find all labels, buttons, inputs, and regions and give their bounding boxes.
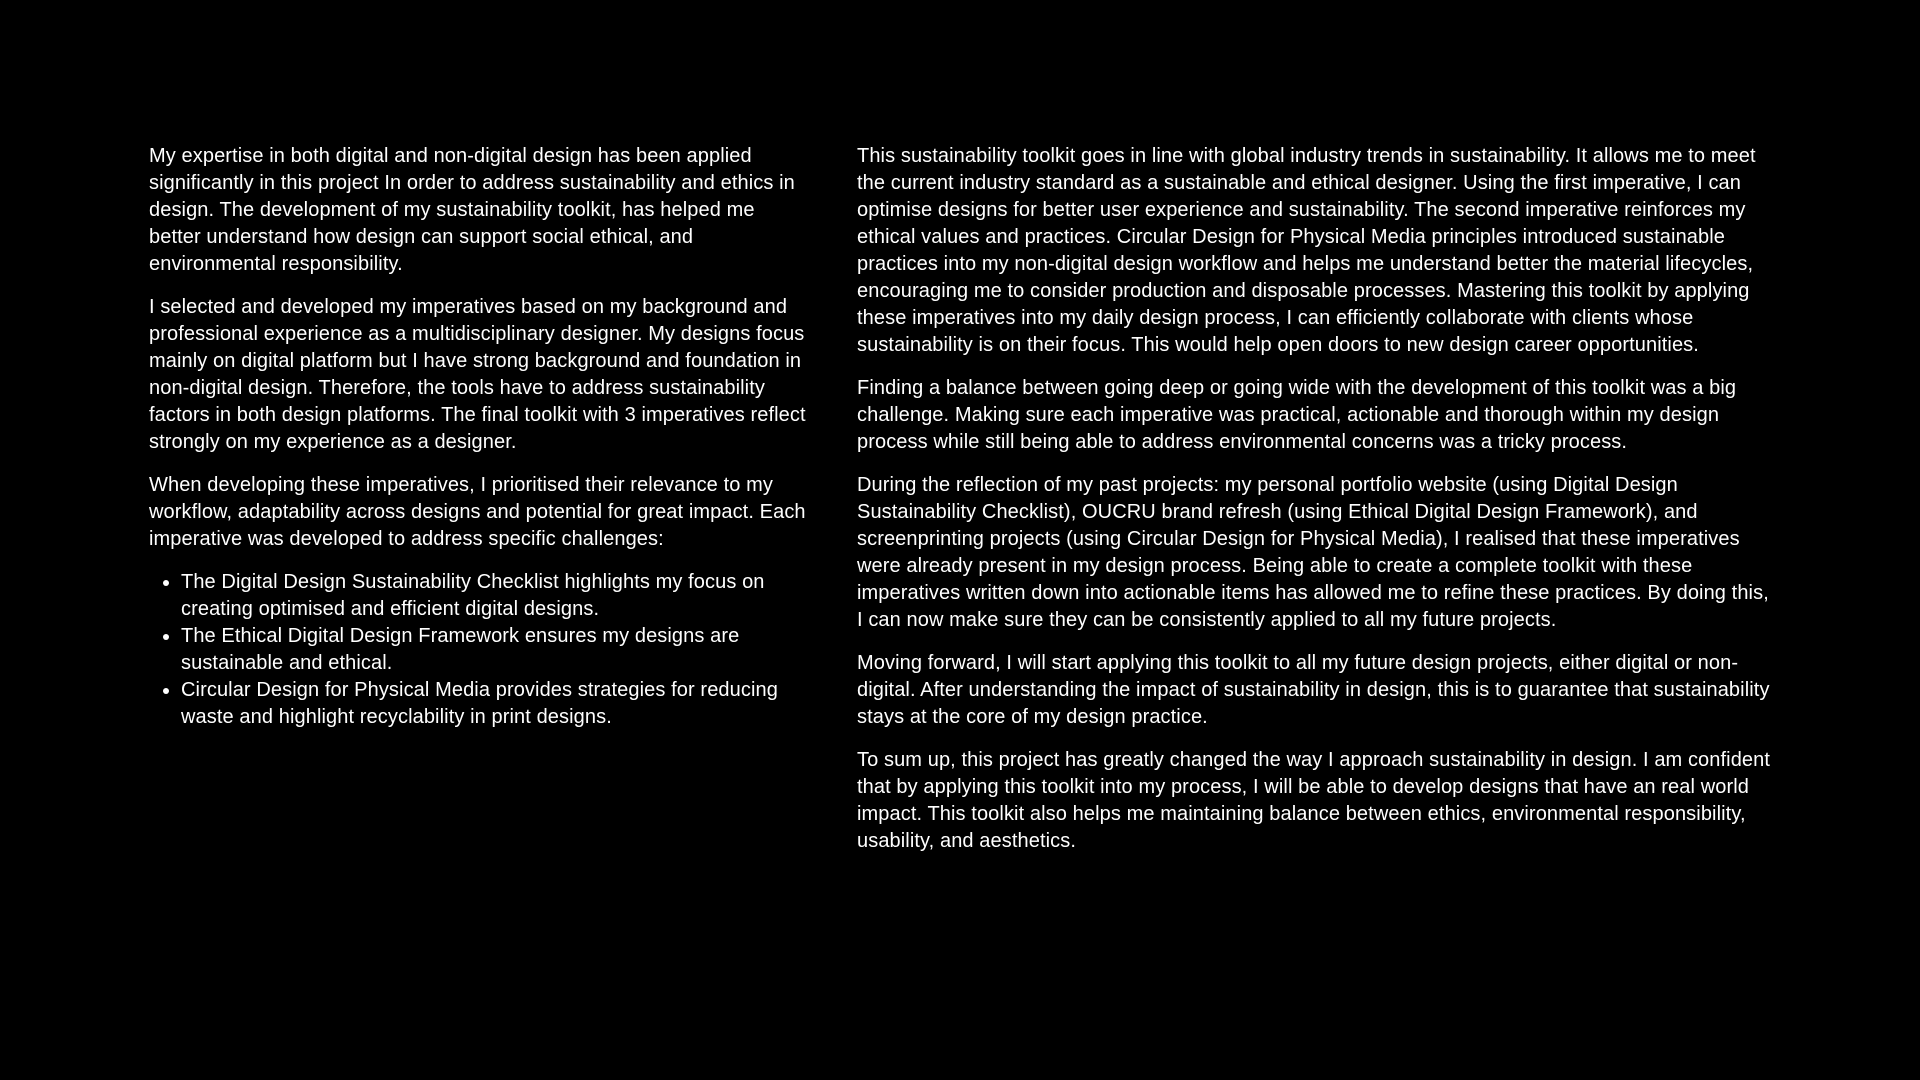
left-paragraph-development-priorities: When developing these imperatives, I prioritised their relevance to my workflow, adaptability across designs and potential for great impact. Each imperative was developed to address specific challenges: bbox=[149, 474, 806, 550]
right-text-column bbox=[857, 143, 1772, 871]
left-text-column bbox=[149, 143, 809, 731]
list-item: • Circular Design for Physical Media provides strategies for reducing waste and highlight recyclability in print designs. bbox=[181, 677, 809, 731]
list-item: • The Digital Design Sustainability Checklist highlights my focus on creating optimised and efficient digital designs. bbox=[181, 569, 809, 623]
right-paragraph-industry-trends: This sustainability toolkit goes in line with global industry trends in sustainability. It allows me to meet the current industry standard as a sustainable and ethical designer. Using the first imperative, I can optimise designs for better user experience and sustainability. The second imperative reinforces my ethical values and practices. Circular Design for Physical Media principles introduced sustainable practices into my non-digital design workflow and helps me understand better the material lifecycles, encouraging me to consider production and disposable processes. Mastering this toolkit by applying these imperatives into my daily design process, I can efficiently collaborate with clients whose sustainability is on their focus. This would help open doors to new design career opportunities. bbox=[857, 145, 1756, 356]
left-paragraph-expertise: My expertise in both digital and non-digital design has been applied significantly in this project In order to address sustainability and ethics in design. The development of my sustainability toolkit, has helped me better understand how design can support social ethical, and environmental responsibility. bbox=[149, 145, 795, 275]
right-paragraph-challenge: Finding a balance between going deep or going wide with the development of this toolkit was a big challenge. Making sure each imperative was practical, actionable and thorough within my design process while still being able to address environmental concerns was a tricky process. bbox=[857, 377, 1737, 453]
right-paragraph-moving-forward: Moving forward, I will start applying this toolkit to all my future design projects, either digital or non-digital. After understanding the impact of sustainability in design, this is to guarantee that sustainability stays at the core of my design practice. bbox=[857, 652, 1770, 728]
right-paragraph-reflection: During the reflection of my past projects: my personal portfolio website (using Digital Design Sustainability Checklist), OUCRU brand refresh (using Ethical Digital Design Framework), and screenprinting projects (using Circular Design for Physical Media), I realised that these imperatives were already present in my design process. Being able to create a complete toolkit with these imperatives written down into actionable items has allowed me to refine these practices. By doing this, I can now make sure they can be consistently applied to all my future projects. bbox=[857, 474, 1769, 631]
left-paragraph-imperatives-selection: I selected and developed my imperatives based on my background and professional experience as a multidisciplinary designer. My designs focus mainly on digital platform but I have strong background and foundation in non-digital design. Therefore, the tools have to address sustainability factors in both design platforms. The final toolkit with 3 imperatives reflect strongly on my experience as a designer. bbox=[149, 296, 806, 453]
list-item: • The Ethical Digital Design Framework ensures my designs are sustainable and ethical. bbox=[181, 623, 809, 677]
imperatives-list bbox=[149, 569, 809, 731]
right-paragraph-summary: To sum up, this project has greatly changed the way I approach sustainability in design. I am confident that by applying this toolkit into my process, I will be able to develop designs that have an real world impact. This toolkit also helps me maintaining balance between ethics, environmental responsibility, usability, and aesthetics. bbox=[857, 749, 1771, 852]
